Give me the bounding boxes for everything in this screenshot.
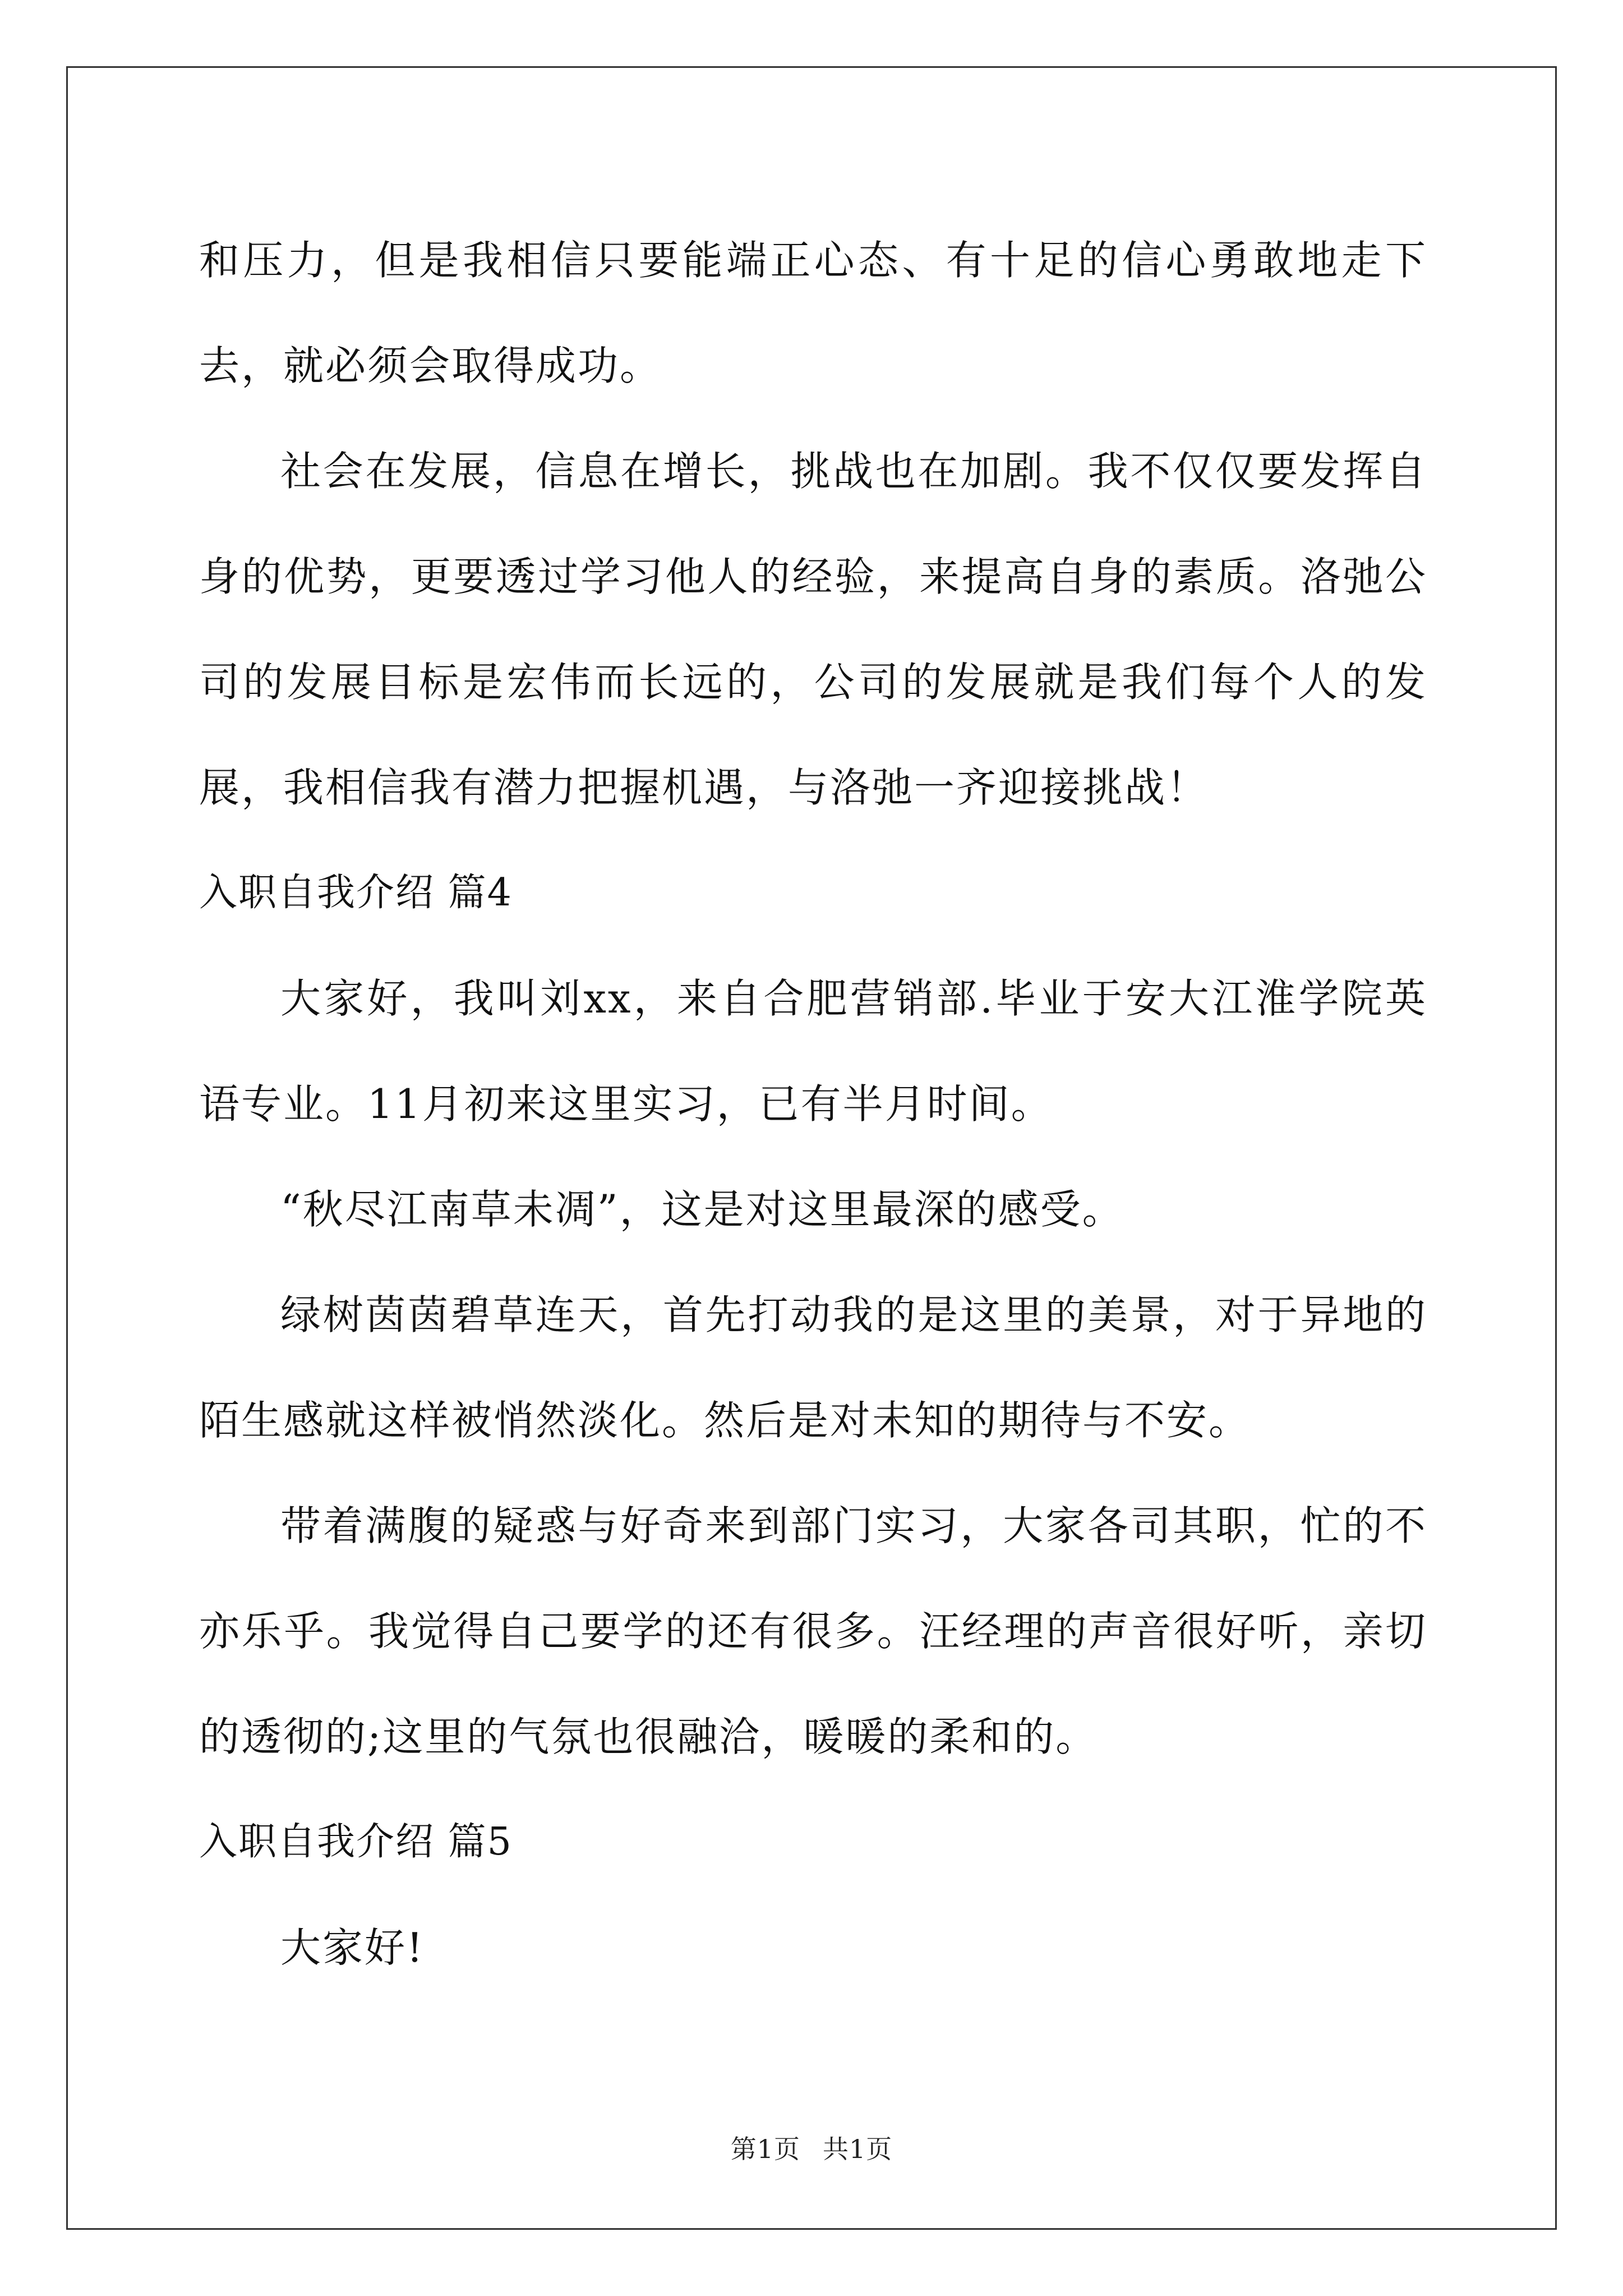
paragraph-6: 带着满腹的疑惑与好奇来到部门实习，大家各司其职，忙的不亦乐乎。我觉得自己要学的还有很多。汪经理的声音很好听，亲切的透彻的;这里的气氛也很融洽，暖暖的柔和的。 [199, 1502, 1427, 1760]
section-heading-5: 入职自我介绍 篇5 [199, 1820, 513, 1864]
paragraph-5: 绿树茵茵碧草连天，首先打动我的是这里的美景，对于异地的陌生感就这样被悄然淡化。然后是对未知的期待与不安。 [199, 1291, 1427, 1444]
page-footer [0, 2129, 1623, 2166]
section-heading-4: 入职自我介绍 篇4 [199, 871, 513, 915]
page-total: 共1页 [823, 2134, 893, 2164]
document-body [199, 208, 1427, 2000]
paragraph-7: 大家好! [280, 1924, 425, 1971]
paragraph-2: 社会在发展，信息在增长，挑战也在加剧。我不仅仅要发挥自身的优势，更要透过学习他人的经验，来提高自身的素质。洛弛公司的发展目标是宏伟而长远的，公司的发展就是我们每个人的发展，我相信我有潜力把握机遇，与洛弛一齐迎接挑战！ [199, 448, 1427, 811]
paragraph-4: “秋尽江南草未凋”，这是对这里最深的感受。 [280, 1186, 1124, 1233]
page-number: 第1页 [730, 2134, 800, 2164]
paragraph-1: 和压力，但是我相信只要能端正心态、有十足的信心勇敢地走下去，就必须会取得成功。 [199, 237, 1427, 389]
paragraph-3: 大家好，我叫刘xx，来自合肥营销部.毕业于安大江淮学院英语专业。11月初来这里实习，已有半月时间。 [199, 975, 1427, 1128]
